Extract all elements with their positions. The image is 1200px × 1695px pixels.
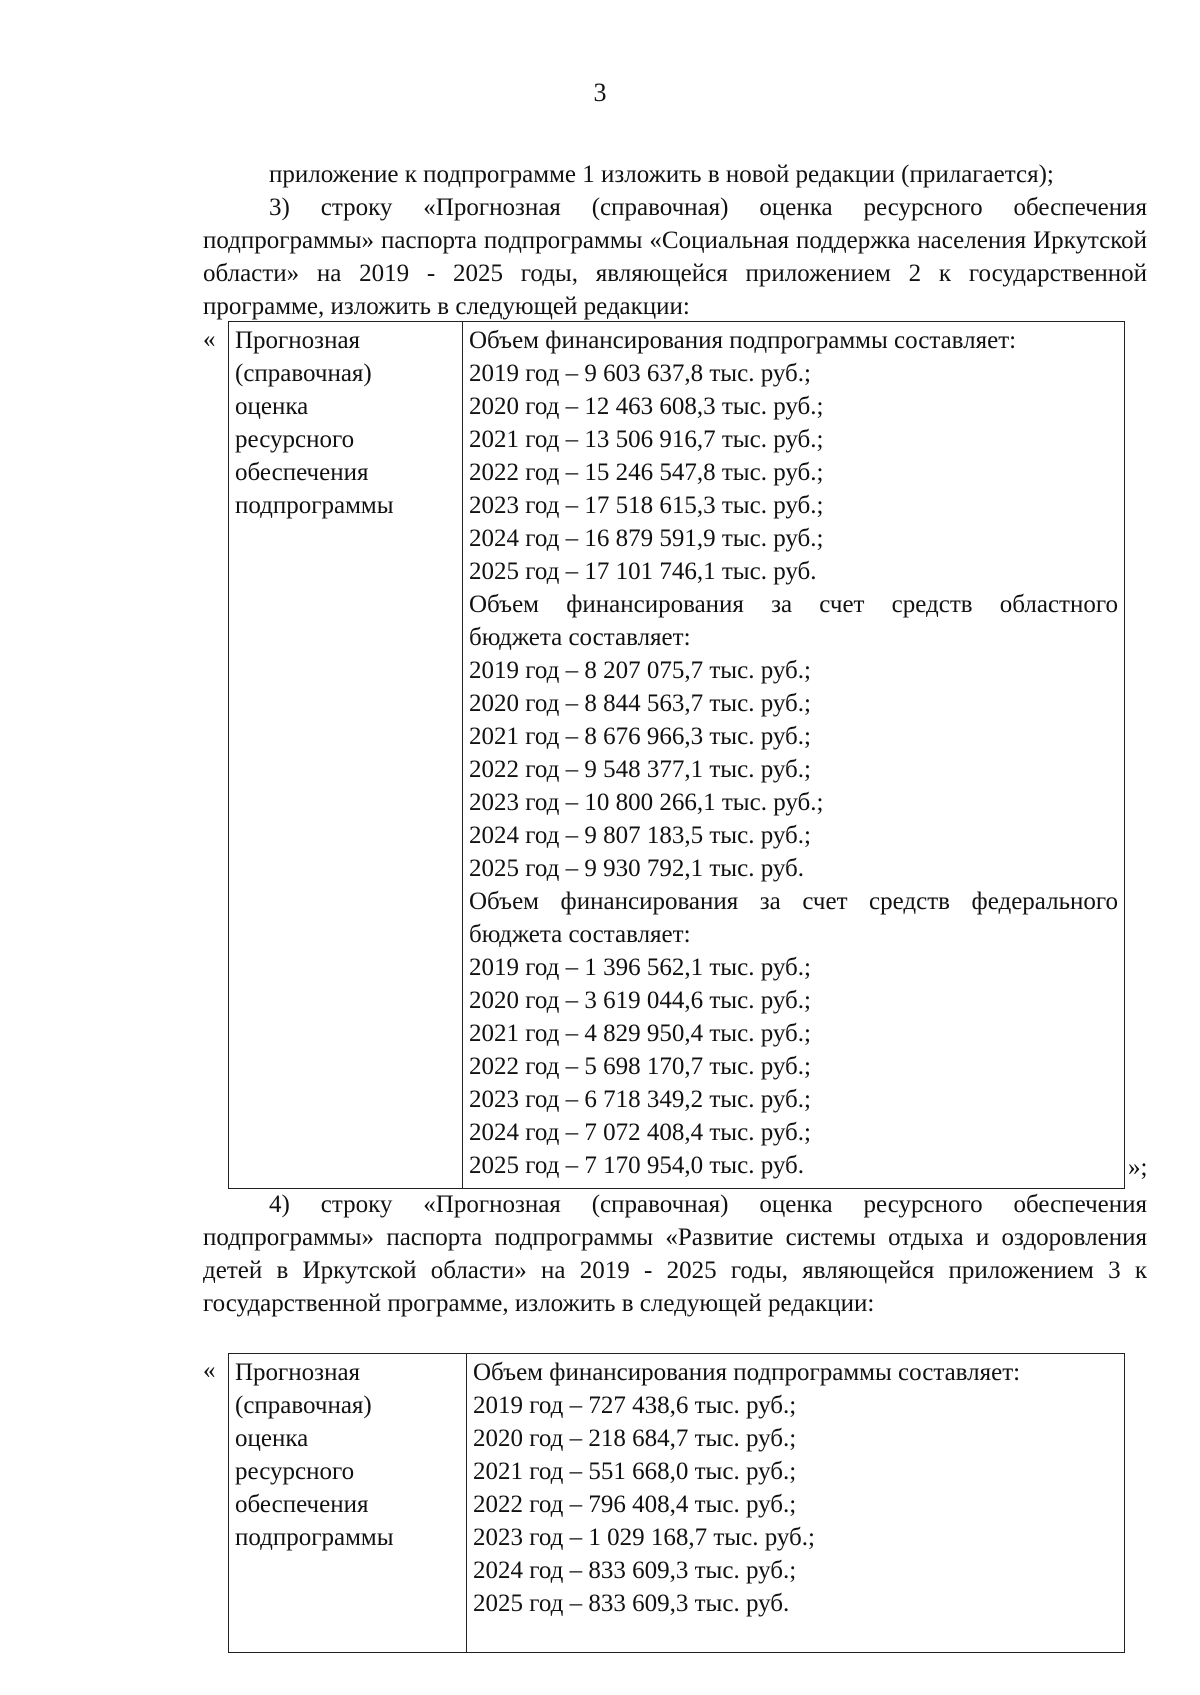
table1-label-line: (справочная) bbox=[235, 360, 372, 387]
table1-value-line: 2020 год – 12 463 608,3 тыс. руб.; bbox=[469, 393, 824, 420]
table1-label-cell bbox=[229, 322, 463, 1189]
page-number: 3 bbox=[593, 78, 607, 107]
table2-label-line: подпрограммы bbox=[235, 1524, 394, 1551]
table1-label-line: оценка bbox=[235, 393, 309, 420]
table2-label-line: обеспечения bbox=[235, 1491, 369, 1518]
table1-value-line: 2023 год – 10 800 266,1 тыс. руб.; bbox=[469, 789, 824, 816]
table1-value-line: 2025 год – 9 930 792,1 тыс. руб. bbox=[469, 855, 805, 882]
table2-open-quote: « bbox=[203, 1357, 216, 1384]
table1-value-line: 2022 год – 9 548 377,1 тыс. руб.; bbox=[469, 756, 811, 783]
table1-value-line: бюджета составляет: bbox=[469, 921, 691, 948]
paragraph-item-4 bbox=[203, 1188, 1147, 1320]
table1-value-line: 2022 год – 15 246 547,8 тыс. руб.; bbox=[469, 459, 824, 486]
table2-value-line: Объем финансирования подпрограммы составляет: bbox=[473, 1359, 1021, 1386]
table1-value-line: 2024 год – 16 879 591,9 тыс. руб.; bbox=[469, 525, 824, 552]
table1-close-quote: »; bbox=[1128, 1154, 1148, 1181]
table1-value-line: 2024 год – 9 807 183,5 тыс. руб.; bbox=[469, 822, 811, 849]
table2-value-line: 2023 год – 1 029 168,7 тыс. руб.; bbox=[473, 1524, 815, 1551]
table2-value-line: 2021 год – 551 668,0 тыс. руб.; bbox=[473, 1458, 797, 1485]
paragraph-appendix-note bbox=[203, 158, 1147, 191]
table1-value-line: 2024 год – 7 072 408,4 тыс. руб.; bbox=[469, 1119, 811, 1146]
table1-value-line: 2019 год – 1 396 562,1 тыс. руб.; bbox=[469, 954, 811, 981]
table2-label-line: ресурсного bbox=[235, 1458, 355, 1485]
table1-value-line: 2025 год – 7 170 954,0 тыс. руб. bbox=[469, 1152, 805, 1179]
table1-value-line: 2021 год – 4 829 950,4 тыс. руб.; bbox=[469, 1020, 811, 1047]
table1-value-line: 2021 год – 13 506 916,7 тыс. руб.; bbox=[469, 426, 824, 453]
table1-value-line: 2019 год – 8 207 075,7 тыс. руб.; bbox=[469, 657, 811, 684]
table2-label-cell bbox=[229, 1354, 467, 1653]
table1-value-line: 2022 год – 5 698 170,7 тыс. руб.; bbox=[469, 1053, 811, 1080]
table1-label-line: Прогнозная bbox=[235, 327, 361, 354]
paragraph-item-4-text: 4) строку «Прогнозная (справочная) оценка ресурсного обеспечения подпрограммы» паспорта подпрограммы «Развитие системы отдыха и оздоровления детей в Иркутской области» на 2019 - 2025 годы, являющейся приложением 3 к государственной программе, изложить в следующей редакции: bbox=[203, 1191, 1147, 1317]
table2-label-line: Прогнозная bbox=[235, 1359, 361, 1386]
table1-open-quote: « bbox=[203, 326, 216, 353]
paragraph-item-3 bbox=[203, 191, 1147, 323]
table1-value-line: Объем финансирования подпрограммы составляет: bbox=[469, 327, 1017, 354]
table1-value-line: 2023 год – 6 718 349,2 тыс. руб.; bbox=[469, 1086, 811, 1113]
table1-value-line: бюджета составляет: bbox=[469, 624, 691, 651]
table1-value-line: 2021 год – 8 676 966,3 тыс. руб.; bbox=[469, 723, 811, 750]
table1-value-line: Объем финансирования за счет средств областного bbox=[469, 591, 1118, 618]
table2-value-line: 2025 год – 833 609,3 тыс. руб. bbox=[473, 1590, 790, 1617]
table1-value-cell bbox=[463, 322, 1125, 1189]
table2-value-line: 2020 год – 218 684,7 тыс. руб.; bbox=[473, 1425, 797, 1452]
table1-label-line: ресурсного bbox=[235, 426, 355, 453]
paragraph-item-3-text: 3) строку «Прогнозная (справочная) оценка ресурсного обеспечения подпрограммы» паспорта подпрограммы «Социальная поддержка населения Иркутской области» на 2019 - 2025 годы, являющейся приложением 2 к государственной программе, изложить в следующей редакции: bbox=[203, 194, 1147, 320]
table2-value-line: 2022 год – 796 408,4 тыс. руб.; bbox=[473, 1491, 797, 1518]
table1-label-line: подпрограммы bbox=[235, 492, 394, 519]
table1-value-line: Объем финансирования за счет средств федерального bbox=[469, 888, 1118, 915]
table1-value-line: 2025 год – 17 101 746,1 тыс. руб. bbox=[469, 558, 817, 585]
table2-label-line: (справочная) bbox=[235, 1392, 372, 1419]
table1-value-line: 2019 год – 9 603 637,8 тыс. руб.; bbox=[469, 360, 811, 387]
table2-label-line: оценка bbox=[235, 1425, 309, 1452]
table1-label-line: обеспечения bbox=[235, 459, 369, 486]
table2-value-line: 2019 год – 727 438,6 тыс. руб.; bbox=[473, 1392, 797, 1419]
table1-value-line: 2020 год – 3 619 044,6 тыс. руб.; bbox=[469, 987, 811, 1014]
table2-value-cell bbox=[467, 1354, 1125, 1653]
table2-value-line: 2024 год – 833 609,3 тыс. руб.; bbox=[473, 1557, 797, 1584]
table1-value-line: 2023 год – 17 518 615,3 тыс. руб.; bbox=[469, 492, 824, 519]
table2-resource-estimate bbox=[228, 1353, 1125, 1653]
table1-value-line: 2020 год – 8 844 563,7 тыс. руб.; bbox=[469, 690, 811, 717]
paragraph-appendix-text: приложение к подпрограмме 1 изложить в новой редакции (прилагается); bbox=[269, 161, 1054, 188]
table1-resource-estimate bbox=[228, 321, 1125, 1189]
